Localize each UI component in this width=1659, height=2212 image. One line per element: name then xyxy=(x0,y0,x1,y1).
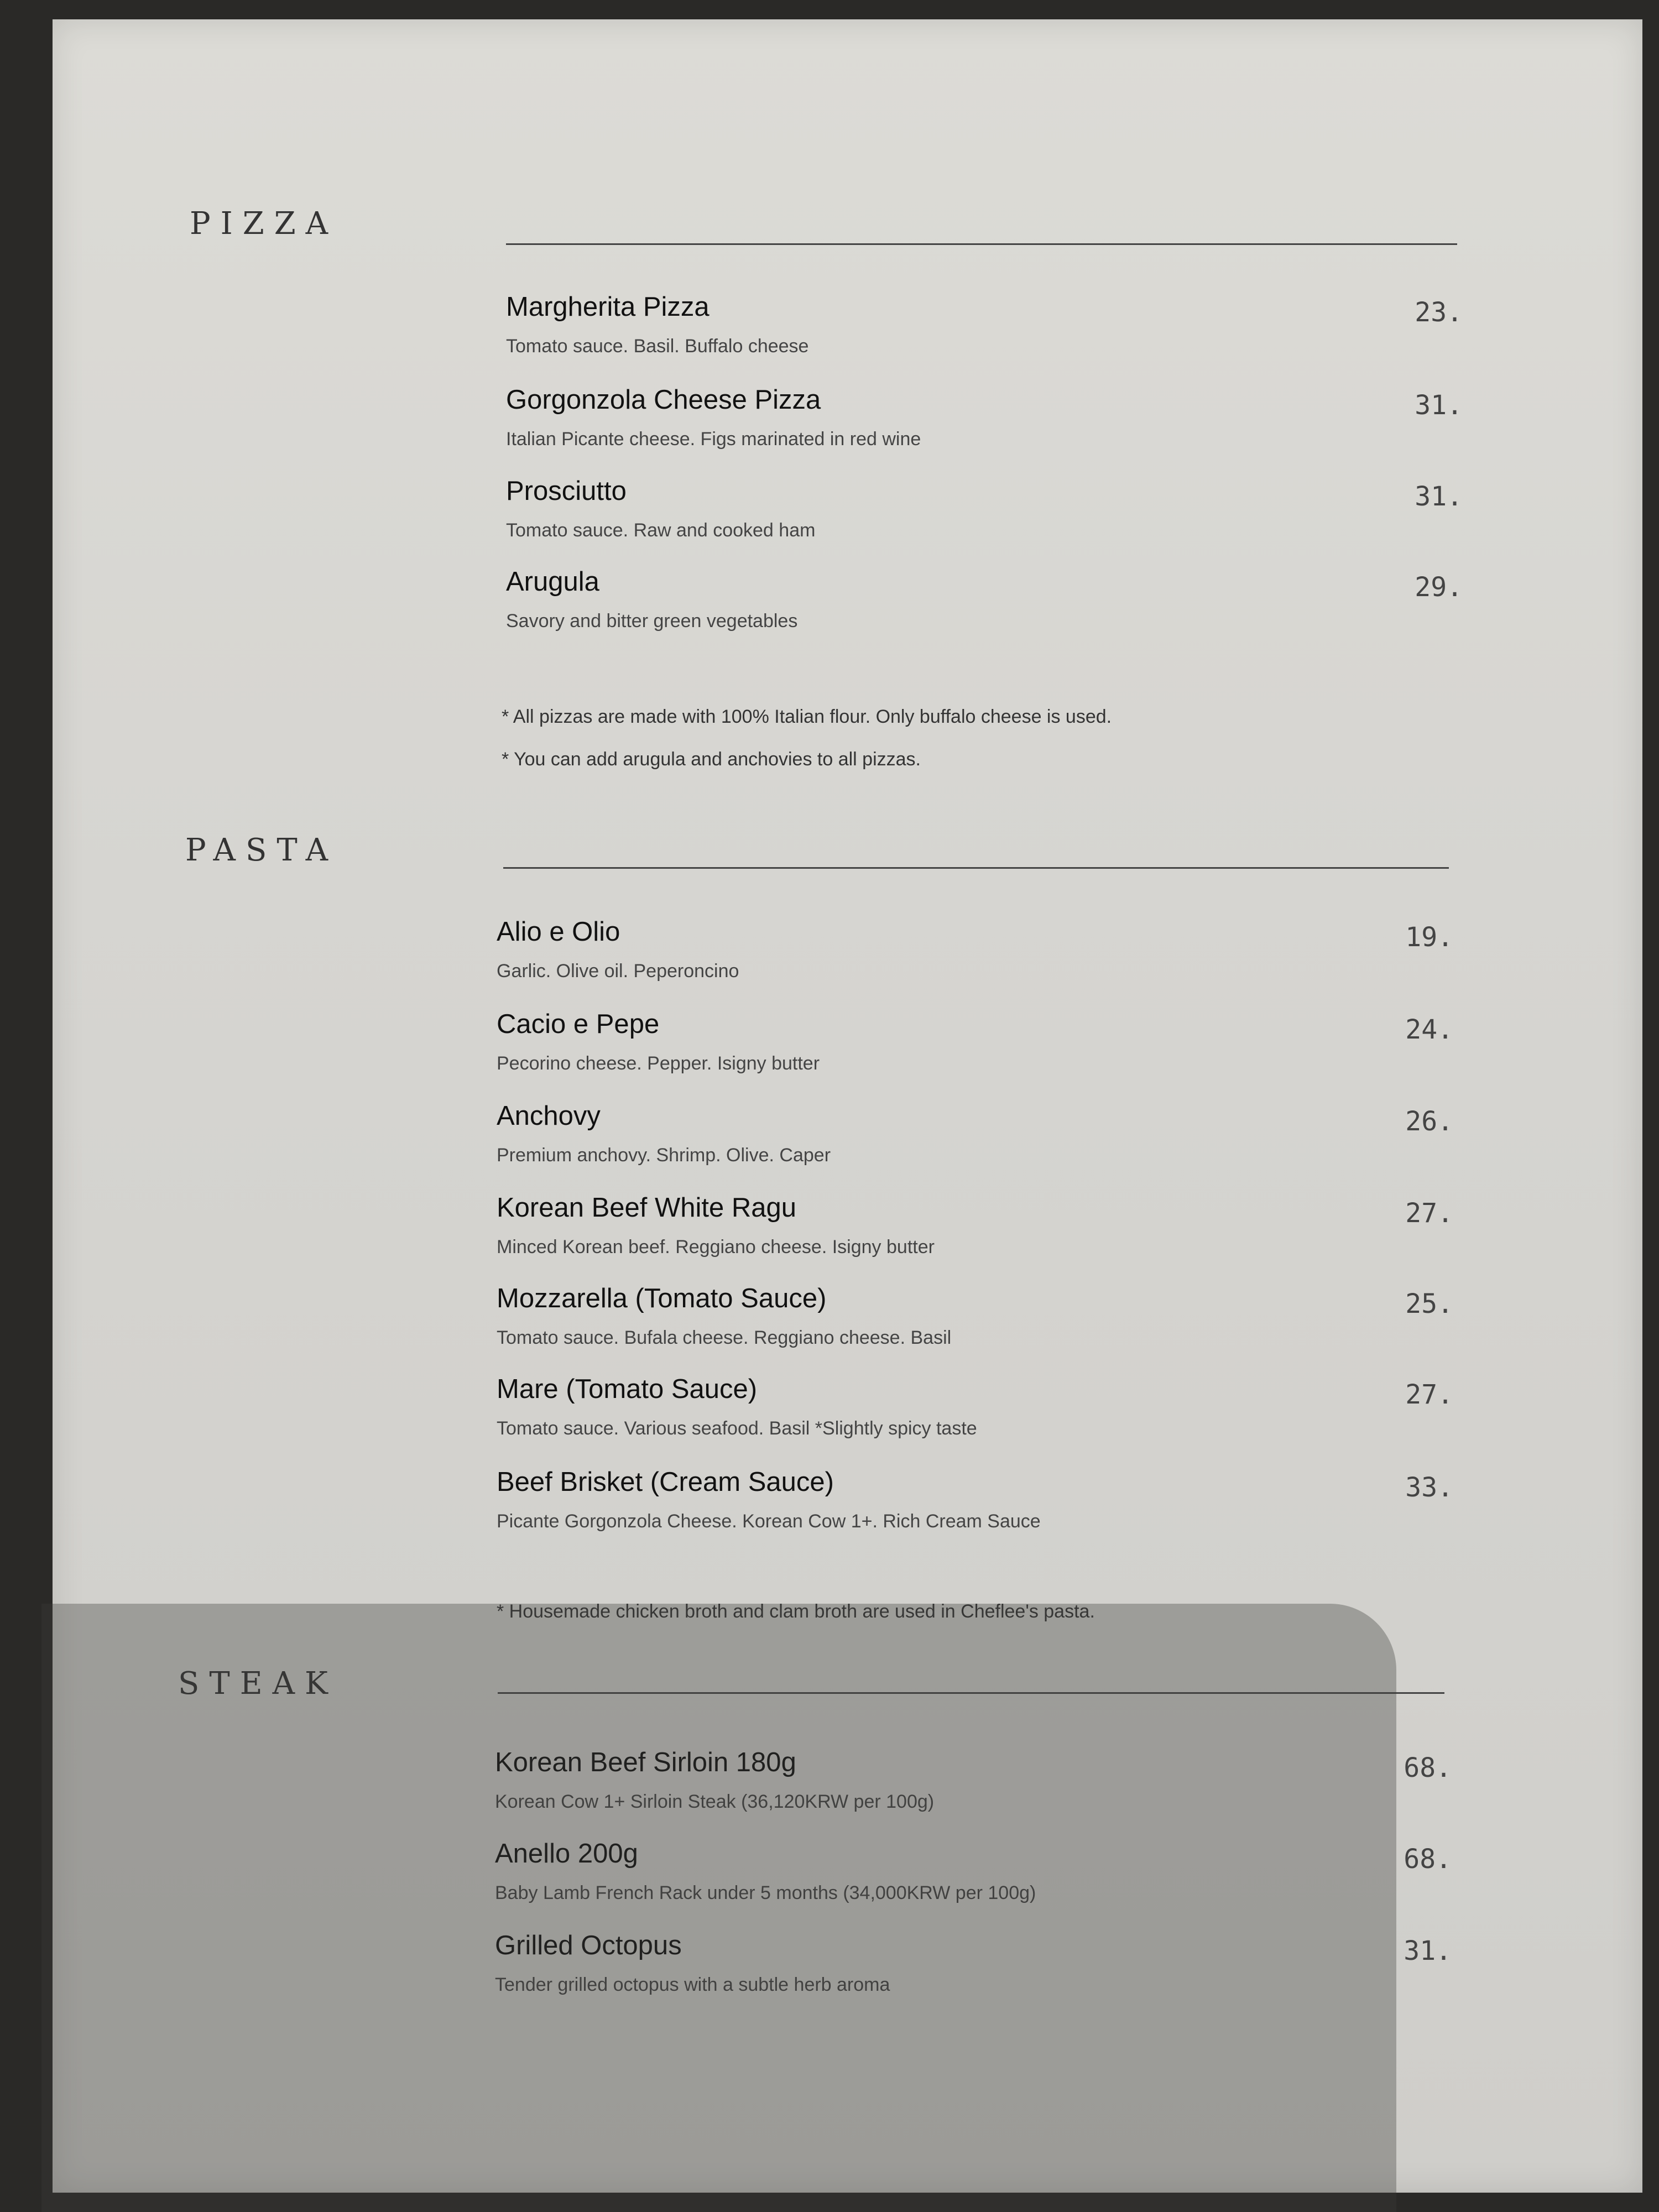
item-name: Mozzarella (Tomato Sauce) xyxy=(497,1284,827,1313)
item-price: 68. xyxy=(1404,1844,1452,1875)
menu-item xyxy=(495,1746,1452,1813)
menu-item xyxy=(506,383,1463,450)
menu-item xyxy=(506,565,1463,632)
item-price: 24. xyxy=(1405,1014,1453,1045)
menu-item xyxy=(497,1373,1453,1439)
section-rule-pizza xyxy=(506,243,1457,245)
footnote: * Housemade chicken broth and clam broth are used in Cheflee's pasta. xyxy=(497,1601,1095,1622)
item-price: 23. xyxy=(1415,297,1463,328)
item-price: 31. xyxy=(1415,390,1463,421)
item-name: Arugula xyxy=(506,567,599,597)
item-name: Cacio e Pepe xyxy=(497,1009,660,1039)
item-name: Korean Beef Sirloin 180g xyxy=(495,1747,796,1777)
item-name: Grilled Octopus xyxy=(495,1931,682,1960)
menu-item xyxy=(497,1191,1453,1258)
section-title-pizza: PIZZA xyxy=(190,206,338,242)
item-price: 27. xyxy=(1405,1198,1453,1229)
item-price: 68. xyxy=(1404,1752,1452,1783)
item-price: 27. xyxy=(1405,1379,1453,1410)
item-name: Anello 200g xyxy=(495,1839,638,1869)
section-rule-pasta xyxy=(503,867,1449,869)
item-price: 31. xyxy=(1415,481,1463,512)
item-description: Italian Picante cheese. Figs marinated in red wine xyxy=(506,429,921,450)
item-name: Prosciutto xyxy=(506,476,627,506)
item-description: Tender grilled octopus with a subtle herb aroma xyxy=(495,1974,890,1995)
item-name: Gorgonzola Cheese Pizza xyxy=(506,385,821,415)
item-price: 25. xyxy=(1405,1288,1453,1319)
menu-item xyxy=(497,915,1453,982)
item-price: 29. xyxy=(1415,572,1463,603)
item-name: Korean Beef White Ragu xyxy=(497,1193,797,1223)
item-price: 31. xyxy=(1404,1936,1452,1966)
menu-item xyxy=(497,1465,1453,1532)
item-name: Anchovy xyxy=(497,1101,601,1131)
item-price: 33. xyxy=(1405,1472,1453,1503)
item-description: Tomato sauce. Bufala cheese. Reggiano cheese. Basil xyxy=(497,1327,952,1348)
section-title-steak: STEAK xyxy=(178,1666,338,1702)
item-description: Tomato sauce. Various seafood. Basil *Slightly spicy taste xyxy=(497,1418,977,1439)
item-name: Margherita Pizza xyxy=(506,292,709,322)
footnote: * You can add arugula and anchovies to all pizzas. xyxy=(502,749,921,770)
menu-item xyxy=(506,290,1463,357)
item-price: 19. xyxy=(1405,922,1453,953)
item-description: Minced Korean beef. Reggiano cheese. Isigny butter xyxy=(497,1237,935,1258)
menu-item xyxy=(506,474,1463,541)
item-description: Pecorino cheese. Pepper. Isigny butter xyxy=(497,1053,820,1074)
item-price: 26. xyxy=(1405,1106,1453,1137)
section-title-pasta: PASTA xyxy=(185,832,338,868)
item-name: Beef Brisket (Cream Sauce) xyxy=(497,1467,834,1497)
menu-item xyxy=(495,1837,1452,1904)
section-rule-steak xyxy=(498,1692,1444,1694)
item-description: Korean Cow 1+ Sirloin Steak (36,120KRW per 100g) xyxy=(495,1791,935,1812)
menu-item xyxy=(495,1929,1452,1996)
menu-item xyxy=(497,1099,1453,1166)
menu-item xyxy=(497,1282,1453,1349)
item-description: Baby Lamb French Rack under 5 months (34,000KRW per 100g) xyxy=(495,1882,1036,1903)
item-description: Premium anchovy. Shrimp. Olive. Caper xyxy=(497,1145,831,1166)
item-description: Tomato sauce. Basil. Buffalo cheese xyxy=(506,336,809,357)
item-description: Picante Gorgonzola Cheese. Korean Cow 1+. Rich Cream Sauce xyxy=(497,1511,1041,1532)
menu-item xyxy=(497,1008,1453,1074)
item-description: Garlic. Olive oil. Peperoncino xyxy=(497,961,739,982)
item-description: Savory and bitter green vegetables xyxy=(506,611,798,632)
item-name: Mare (Tomato Sauce) xyxy=(497,1374,758,1404)
item-name: Alio e Olio xyxy=(497,917,620,947)
item-description: Tomato sauce. Raw and cooked ham xyxy=(506,520,816,541)
footnote: * All pizzas are made with 100% Italian flour. Only buffalo cheese is used. xyxy=(502,706,1112,727)
